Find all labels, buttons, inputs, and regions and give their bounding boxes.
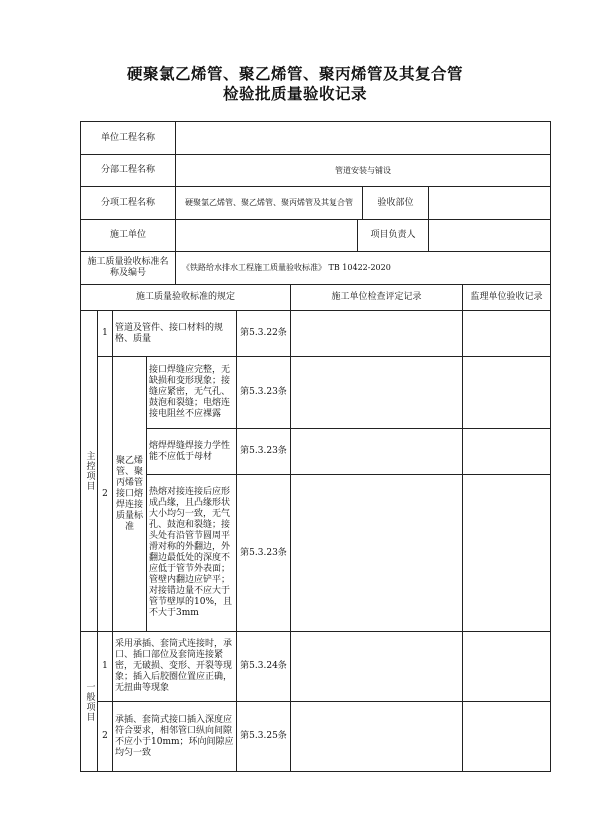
subitem-label: 分项工程名称 [100,197,155,208]
general-item-1-contractor-record[interactable] [291,632,462,701]
standard-value: 《铁路给水排水工程施工质量验收标准》 TB 10422-2020 [182,263,391,272]
main-item-2-subitem-2-clause: 第5.3.23条 [240,446,287,456]
location-label: 验收部位 [377,197,414,208]
general-item-2-clause: 第5.3.25条 [240,731,287,741]
main-item-2-subitem-2-text: 熔焊焊缝焊接力学性能不应低于母材 [149,440,231,462]
main-item-2-subitem-1-contractor-record[interactable] [291,357,462,428]
main-item-2-subitem-3-supervisor-record[interactable] [463,475,550,631]
general-item-1-clause: 第5.3.24条 [240,661,287,671]
general-item-2-contractor-record[interactable] [291,702,462,771]
main-item-2-subitem-1-clause: 第5.3.23条 [240,387,287,397]
main-item-1-supervisor-record[interactable] [463,311,550,356]
unit-project-value[interactable] [176,122,550,154]
location-value[interactable] [429,187,550,219]
main-item-1-number: 1 [102,328,108,338]
project-manager-label: 项目负责人 [370,230,416,240]
general-group-label: 一般项目 [84,681,95,722]
main-item-1-contractor-record[interactable] [291,311,462,356]
document-title-line1: 硬聚氯乙烯管、聚乙烯管、聚丙烯管及其复合管 [126,65,463,83]
general-item-2-number: 2 [102,731,108,741]
general-item-2-supervisor-record[interactable] [463,702,550,771]
division-label: 分部工程名称 [100,165,155,175]
main-item-1-text: 管道及管件、接口材料的规格、质量 [115,322,224,344]
main-item-2-subitem-1-supervisor-record[interactable] [463,357,550,428]
subitem-value[interactable]: 硬聚氯乙烯管、聚乙烯管、聚丙烯管及其复合管 [185,198,353,207]
column-header-spec: 施工质量验收标准的规定 [135,292,235,302]
unit-project-label: 单位工程名称 [100,132,155,143]
construction-unit-label: 施工单位 [109,230,146,240]
main-item-2-category: 聚乙烯管、聚丙烯管接口熔焊连接质量标准 [115,455,143,532]
main-item-2-subitem-3-contractor-record[interactable] [291,475,462,631]
general-item-1-text: 采用承插、套筒式连接时，承口、插口部位及套筒连接紧密，无破损、变形、开裂等现象；插入后胶圈位置应正确，无扭曲等现象 [115,639,233,693]
column-header-supervisor: 监理单位验收记录 [470,292,543,302]
division-value[interactable]: 管道安装与铺设 [335,165,391,175]
main-item-2-subitem-3-clause: 第5.3.23条 [240,547,287,558]
column-header-contractor: 施工单位检查评定记录 [331,292,422,302]
main-item-2-subitem-3-text: 热熔对接连接后应形成凸缘，且凸缘形状大小均匀一致，无气孔、鼓泡和裂缝；接头处有沿管节圆周平滑对称的外翻边，外翻边最低处的深度不应低于管节外表面；管壁内翻边应铲平；对接错边量不应大于管节壁厚的10%，且不大于3mm [149,487,233,618]
standard-label: 施工质量验收标准名称及编号 [87,257,169,278]
main-group-label: 主控项目 [84,451,95,491]
construction-unit-value[interactable] [176,220,357,251]
main-item-2-subitem-2-supervisor-record[interactable] [463,429,550,474]
main-item-2-subitem-1-text: 接口焊缝应完整，无缺损和变形现象；接缝应紧密，无气孔、鼓泡和裂缝；电熔连接电阻丝不应裸露 [149,365,231,419]
main-item-2-subitem-2-contractor-record[interactable] [291,429,462,474]
general-item-1-supervisor-record[interactable] [463,632,550,701]
main-item-2-number: 2 [102,488,108,499]
general-item-2-text: 承插、套筒式接口插入深度应符合要求，相邻管口纵向间隙不应小于10mm；环向间隙应均匀一致 [115,714,234,758]
main-item-1-clause: 第5.3.22条 [240,328,287,338]
document-title-line2: 检验批质量验收记录 [222,85,367,103]
general-item-1-number: 1 [102,661,108,671]
project-manager-value[interactable] [429,220,550,251]
